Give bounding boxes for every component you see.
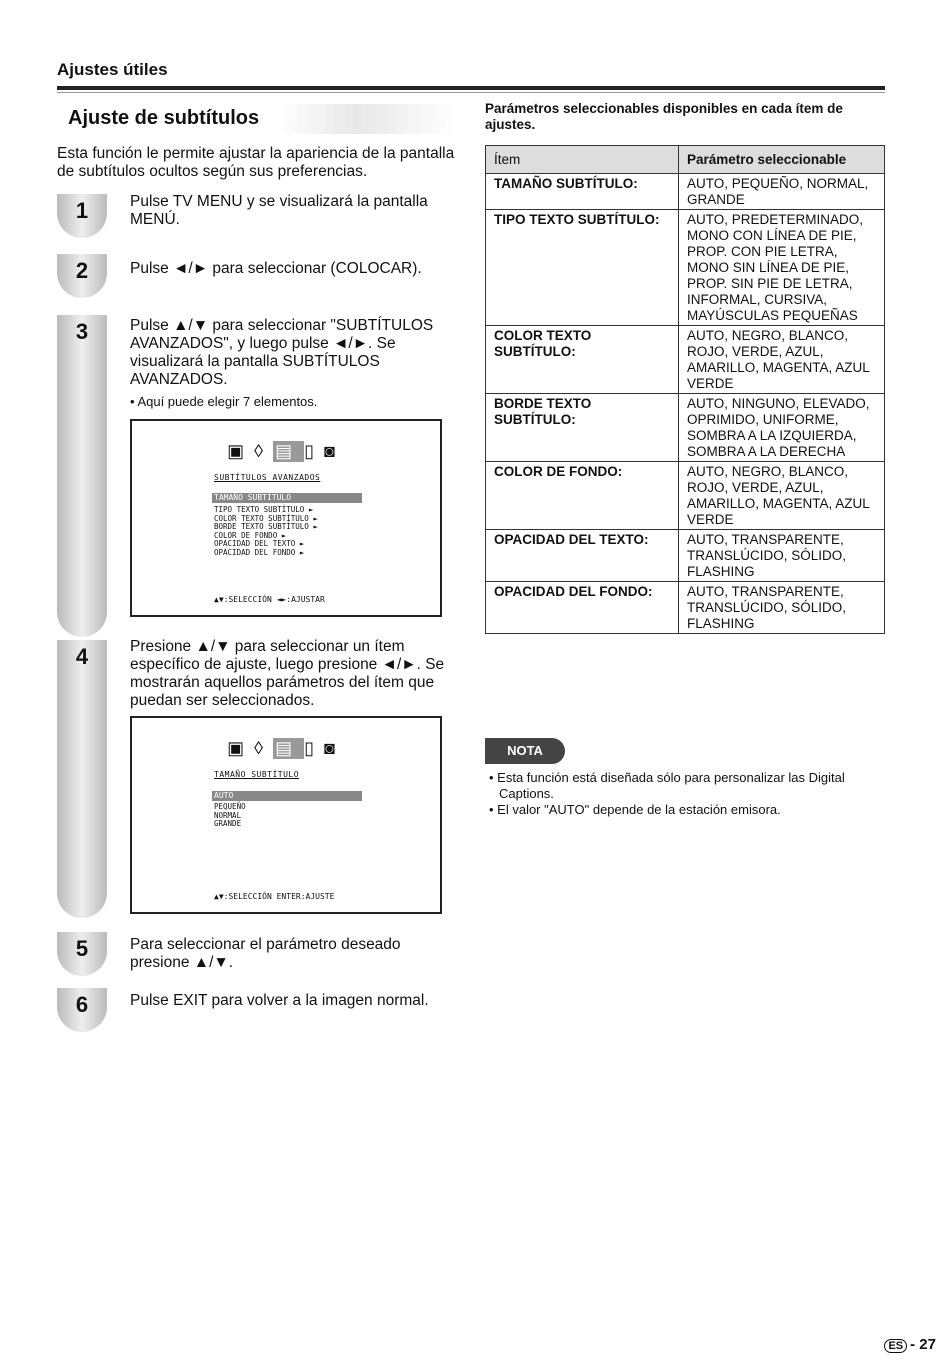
step-4-text: Presione ▲/▼ para seleccionar un ítem específico de ajuste, luego presione ◄/►. Se mostrarán aquellos parámetros del ítem que puedan ser seleccionados.: [130, 638, 445, 709]
parameters-table: [485, 145, 885, 634]
table-cell-item: TIPO TEXTO SUBTÍTULO:: [486, 210, 679, 326]
menu-item: GRANDE: [214, 819, 242, 828]
step-badge-6: 6: [57, 988, 107, 1032]
step-5-text: Para seleccionar el parámetro deseado presione ▲/▼.: [130, 936, 401, 971]
menu-item: OPACIDAD DEL FONDO ►: [214, 547, 305, 557]
table-cell-item: TAMAÑO SUBTÍTULO:: [486, 174, 679, 210]
menu-selected-item: AUTO: [212, 791, 362, 801]
step-badge-5: 5: [57, 932, 107, 976]
menu-icon-row: [132, 441, 440, 462]
step-3-bullet: • Aquí puede elegir 7 elementos.: [130, 394, 318, 409]
option-icon: ▯: [304, 738, 324, 758]
page-number-text: - 27: [910, 1336, 936, 1353]
setup-icon: ▤: [275, 738, 303, 758]
table-row: [486, 210, 885, 326]
header-rule-thin: [57, 92, 885, 93]
menu-item-list: [214, 803, 246, 829]
table-row: [486, 530, 885, 582]
nota-badge: [485, 738, 565, 764]
table-cell-item: COLOR TEXTO SUBTÍTULO:: [486, 326, 679, 394]
menu-item-list: [214, 506, 318, 557]
step-1-text: Pulse TV MENU y se visualizará la pantalla MENÚ.: [130, 193, 428, 228]
menu-selected-item: TAMAÑO SUBTÍTULO: [212, 493, 362, 503]
section-title: Ajustes útiles: [57, 60, 168, 79]
step-2-text: Pulse ◄/► para seleccionar (COLOCAR).: [130, 260, 422, 277]
menu-item: COLOR DE FONDO ►: [214, 530, 287, 540]
table-row: [486, 462, 885, 530]
step-badge-2: 2: [57, 254, 107, 298]
menu-footer: ▲▼:SELECCIÓN ◄►:AJUSTAR: [214, 595, 325, 604]
option-icon: ▯: [304, 441, 324, 461]
menu-item: TIPO TEXTO SUBTÍTULO ►: [214, 505, 314, 514]
menu-icon-row: [132, 738, 440, 759]
menu-title: SUBTÍTULOS AVANZADOS: [214, 473, 321, 482]
table-header-row: [486, 146, 885, 174]
page-number: [884, 1336, 936, 1353]
menu-item: BORDE TEXTO SUBTÍTULO ►: [214, 522, 318, 531]
table-cell-param: AUTO, PREDETERMINADO, MONO CON LÍNEA DE PIE, PROP. CON PIE LETRA, MONO SIN LÍNEA DE PIE, PROP. SIN PIE DE LETRA, INFORMAL, CURSIVA, MAYÚSCULAS PEQUEÑAS: [679, 210, 885, 326]
setup-icon: ▤: [275, 441, 303, 461]
step-badge-4: 4: [57, 640, 107, 918]
menu-footer: ▲▼:SELECCIÓN ENTER:AJUSTE: [214, 892, 335, 901]
parameters-heading: Parámetros seleccionables disponibles en cada ítem de ajustes.: [485, 101, 843, 132]
menu-item: NORMAL: [214, 810, 242, 820]
step-3-text: Pulse ▲/▼ para seleccionar "SUBTÍTULOS AVANZADOS", y luego pulse ◄/►. Se visualizará la pantalla SUBTÍTULOS AVANZADOS.: [130, 317, 434, 388]
lock-icon: ◙: [323, 441, 345, 461]
note-item: • Esta función está diseñada sólo para personalizar las Digital Captions.: [489, 770, 845, 801]
step-3-block: [130, 317, 450, 411]
table-row: [486, 582, 885, 634]
menu-item: OPACIDAD DEL TEXTO ►: [214, 539, 305, 548]
menu-item: PEQUEÑO: [214, 802, 246, 811]
menu-title: TAMAÑO SUBTÍTULO: [214, 770, 300, 779]
notes-list: [485, 770, 885, 818]
lock-icon: ◙: [323, 738, 345, 758]
audio-icon: ◊: [254, 441, 274, 461]
table-row: [486, 174, 885, 210]
table-row: [486, 394, 885, 462]
step-badge-3: 3: [57, 315, 107, 637]
audio-icon: ◊: [254, 738, 274, 758]
table-cell-param: AUTO, TRANSPARENTE, TRANSLÚCIDO, SÓLIDO, FLASHING: [679, 582, 885, 634]
table-cell-item: OPACIDAD DEL TEXTO:: [486, 530, 679, 582]
table-row: [486, 326, 885, 394]
nota-label: NOTA: [507, 743, 543, 758]
menu-screen-advanced: [130, 419, 442, 617]
menu-screen-size: [130, 716, 442, 914]
step-badge-1: 1: [57, 194, 107, 238]
table-cell-param: AUTO, NINGUNO, ELEVADO, OPRIMIDO, UNIFORME, SOMBRA A LA IZQUIERDA, SOMBRA A LA DERECHA: [679, 394, 885, 462]
header-rule: [57, 86, 885, 90]
menu-item: COLOR TEXTO SUBTÍTULO ►: [214, 513, 318, 523]
picture-icon: ▣: [227, 441, 255, 461]
intro-text: Esta función le permite ajustar la apariencia de la pantalla de subtítulos ocultos según sus preferencias.: [57, 145, 455, 180]
page-title: Ajuste de subtítulos: [68, 107, 260, 129]
note-item: • El valor "AUTO" depende de la estación emisora.: [489, 802, 781, 817]
table-cell-param: AUTO, PEQUEÑO, NORMAL, GRANDE: [679, 174, 885, 210]
picture-icon: ▣: [227, 738, 255, 758]
table-cell-item: OPACIDAD DEL FONDO:: [486, 582, 679, 634]
table-cell-param: AUTO, NEGRO, BLANCO, ROJO, VERDE, AZUL, AMARILLO, MAGENTA, AZUL VERDE: [679, 462, 885, 530]
page-title-box: [60, 104, 456, 134]
table-header-param: Parámetro seleccionable: [679, 146, 885, 174]
table-header-item: Ítem: [486, 146, 679, 174]
language-badge: ES: [884, 1339, 907, 1353]
table-cell-item: BORDE TEXTO SUBTÍTULO:: [486, 394, 679, 462]
step-6-text: Pulse EXIT para volver a la imagen normal.: [130, 992, 429, 1009]
table-cell-item: COLOR DE FONDO:: [486, 462, 679, 530]
table-cell-param: AUTO, NEGRO, BLANCO, ROJO, VERDE, AZUL, AMARILLO, MAGENTA, AZUL VERDE: [679, 326, 885, 394]
table-cell-param: AUTO, TRANSPARENTE, TRANSLÚCIDO, SÓLIDO, FLASHING: [679, 530, 885, 582]
